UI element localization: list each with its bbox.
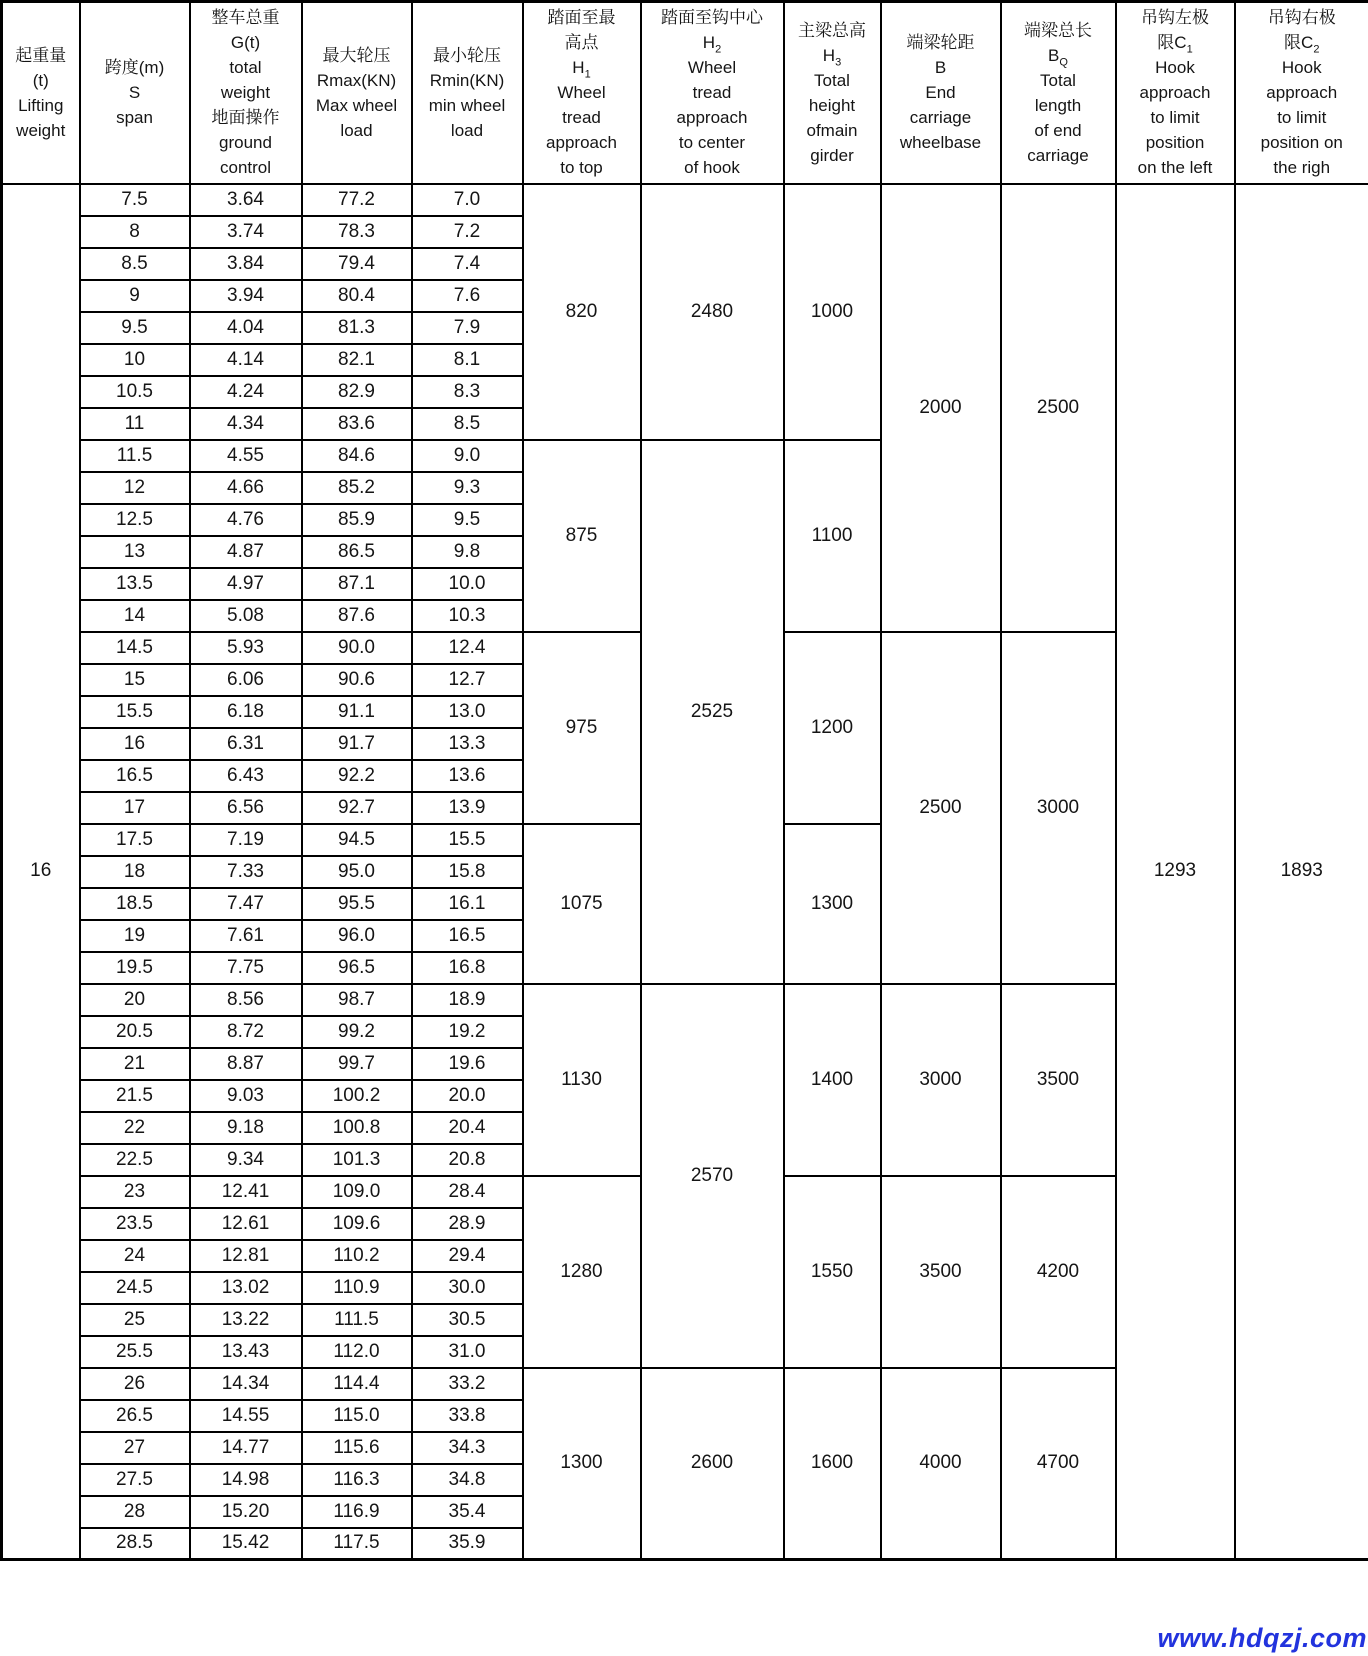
cell-total-weight: 4.14 [190,344,302,376]
column-header-total-weight: 整车总重 G(t) total weight 地面操作 ground control [190,2,302,184]
cell-h3-main-girder-height: 1550 [784,1176,881,1368]
cell-span: 19 [80,920,190,952]
cell-min-wheel-load: 7.2 [412,216,523,248]
cell-min-wheel-load: 12.4 [412,632,523,664]
column-header-b: 端梁轮距 B End carriage wheelbase [881,2,1001,184]
cell-end-carriage-wheelbase: 3000 [881,984,1001,1176]
cell-max-wheel-load: 112.0 [302,1336,412,1368]
cell-max-wheel-load: 100.8 [302,1112,412,1144]
column-header-h3: 主梁总高 $H_3$ Total height ofmain girder [784,2,881,184]
cell-min-wheel-load: 19.6 [412,1048,523,1080]
cell-total-weight: 13.22 [190,1304,302,1336]
cell-total-weight: 9.03 [190,1080,302,1112]
column-header-h1: 踏面至最 高点 $H_1$ Wheel tread approach to top [523,2,641,184]
cell-span: 22 [80,1112,190,1144]
cell-total-weight: 8.56 [190,984,302,1016]
cell-min-wheel-load: 13.6 [412,760,523,792]
cell-min-wheel-load: 16.1 [412,888,523,920]
cell-total-weight: 9.18 [190,1112,302,1144]
cell-min-wheel-load: 8.1 [412,344,523,376]
cell-span: 12 [80,472,190,504]
cell-span: 21 [80,1048,190,1080]
cell-max-wheel-load: 87.6 [302,600,412,632]
cell-span: 8 [80,216,190,248]
cell-max-wheel-load: 91.1 [302,696,412,728]
cell-min-wheel-load: 8.3 [412,376,523,408]
cell-span: 27 [80,1432,190,1464]
cell-min-wheel-load: 7.4 [412,248,523,280]
cell-end-carriage-wheelbase: 2500 [881,632,1001,984]
cell-min-wheel-load: 20.8 [412,1144,523,1176]
cell-total-weight: 3.64 [190,184,302,216]
cell-span: 24.5 [80,1272,190,1304]
cell-max-wheel-load: 83.6 [302,408,412,440]
cell-min-wheel-load: 20.0 [412,1080,523,1112]
cell-total-weight: 8.87 [190,1048,302,1080]
cell-min-wheel-load: 30.0 [412,1272,523,1304]
cell-max-wheel-load: 95.5 [302,888,412,920]
cell-min-wheel-load: 9.3 [412,472,523,504]
cell-total-weight: 3.84 [190,248,302,280]
cell-total-weight: 14.98 [190,1464,302,1496]
cell-max-wheel-load: 84.6 [302,440,412,472]
cell-min-wheel-load: 33.8 [412,1400,523,1432]
cell-max-wheel-load: 115.0 [302,1400,412,1432]
cell-max-wheel-load: 99.7 [302,1048,412,1080]
cell-max-wheel-load: 96.0 [302,920,412,952]
cell-total-weight: 14.77 [190,1432,302,1464]
cell-max-wheel-load: 101.3 [302,1144,412,1176]
cell-h1-tread-to-top: 1075 [523,824,641,984]
cell-total-weight: 3.94 [190,280,302,312]
cell-span: 20.5 [80,1016,190,1048]
cell-max-wheel-load: 94.5 [302,824,412,856]
cell-min-wheel-load: 9.8 [412,536,523,568]
cell-h3-main-girder-height: 1400 [784,984,881,1176]
cell-max-wheel-load: 96.5 [302,952,412,984]
cell-max-wheel-load: 116.3 [302,1464,412,1496]
cell-total-weight: 4.66 [190,472,302,504]
cell-total-weight: 12.41 [190,1176,302,1208]
cell-min-wheel-load: 35.4 [412,1496,523,1528]
column-header-lifting-weight: 起重量 (t) Lifting weight [2,2,80,184]
cell-total-weight: 5.08 [190,600,302,632]
cell-max-wheel-load: 98.7 [302,984,412,1016]
cell-h2-tread-to-hook-center: 2570 [641,984,784,1368]
cell-min-wheel-load: 7.6 [412,280,523,312]
cell-min-wheel-load: 15.5 [412,824,523,856]
cell-total-weight: 14.34 [190,1368,302,1400]
cell-max-wheel-load: 79.4 [302,248,412,280]
column-header-c2: 吊钩右极 限$C_2$ Hook approach to limit position on the righ [1235,2,1368,184]
cell-span: 11.5 [80,440,190,472]
cell-max-wheel-load: 80.4 [302,280,412,312]
cell-span: 15 [80,664,190,696]
column-header-h2: 踏面至钩中心 $H_2$ Wheel tread approach to center of hook [641,2,784,184]
cell-min-wheel-load: 16.8 [412,952,523,984]
cell-max-wheel-load: 91.7 [302,728,412,760]
cell-span: 20 [80,984,190,1016]
cell-span: 17 [80,792,190,824]
cell-total-weight: 12.61 [190,1208,302,1240]
cell-total-weight: 3.74 [190,216,302,248]
cell-lifting-weight: 16 [2,184,80,1560]
cell-span: 12.5 [80,504,190,536]
cell-max-wheel-load: 99.2 [302,1016,412,1048]
cell-total-weight: 4.76 [190,504,302,536]
column-header-max-wheel-load: 最大轮压 Rmax(KN) Max wheel load [302,2,412,184]
cell-max-wheel-load: 109.0 [302,1176,412,1208]
cell-total-weight: 7.47 [190,888,302,920]
cell-end-carriage-wheelbase: 4000 [881,1368,1001,1560]
cell-h3-main-girder-height: 1000 [784,184,881,440]
cell-total-weight: 4.87 [190,536,302,568]
cell-span: 14 [80,600,190,632]
cell-max-wheel-load: 111.5 [302,1304,412,1336]
cell-span: 17.5 [80,824,190,856]
cell-span: 10 [80,344,190,376]
cell-span: 10.5 [80,376,190,408]
cell-h1-tread-to-top: 1300 [523,1368,641,1560]
cell-max-wheel-load: 77.2 [302,184,412,216]
cell-min-wheel-load: 9.0 [412,440,523,472]
cell-span: 19.5 [80,952,190,984]
cell-h3-main-girder-height: 1300 [784,824,881,984]
cell-span: 28.5 [80,1528,190,1560]
cell-min-wheel-load: 31.0 [412,1336,523,1368]
cell-total-weight: 6.43 [190,760,302,792]
cell-end-carriage-length: 4200 [1001,1176,1116,1368]
cell-max-wheel-load: 110.9 [302,1272,412,1304]
cell-total-weight: 5.93 [190,632,302,664]
cell-span: 23 [80,1176,190,1208]
cell-min-wheel-load: 9.5 [412,504,523,536]
cell-max-wheel-load: 81.3 [302,312,412,344]
cell-total-weight: 9.34 [190,1144,302,1176]
cell-min-wheel-load: 33.2 [412,1368,523,1400]
cell-h1-tread-to-top: 1130 [523,984,641,1176]
cell-max-wheel-load: 85.2 [302,472,412,504]
cell-span: 18 [80,856,190,888]
cell-total-weight: 4.34 [190,408,302,440]
cell-min-wheel-load: 18.9 [412,984,523,1016]
cell-max-wheel-load: 117.5 [302,1528,412,1560]
cell-max-wheel-load: 115.6 [302,1432,412,1464]
cell-h1-tread-to-top: 1280 [523,1176,641,1368]
cell-total-weight: 15.20 [190,1496,302,1528]
cell-min-wheel-load: 19.2 [412,1016,523,1048]
cell-h1-tread-to-top: 820 [523,184,641,440]
cell-span: 25.5 [80,1336,190,1368]
cell-min-wheel-load: 15.8 [412,856,523,888]
cell-span: 26.5 [80,1400,190,1432]
cell-min-wheel-load: 7.0 [412,184,523,216]
cell-max-wheel-load: 87.1 [302,568,412,600]
cell-max-wheel-load: 82.9 [302,376,412,408]
cell-max-wheel-load: 85.9 [302,504,412,536]
cell-min-wheel-load: 29.4 [412,1240,523,1272]
cell-span: 14.5 [80,632,190,664]
cell-max-wheel-load: 114.4 [302,1368,412,1400]
cell-end-carriage-length: 4700 [1001,1368,1116,1560]
table-row [2,184,1368,216]
column-header-min-wheel-load: 最小轮压 Rmin(KN) min wheel load [412,2,523,184]
cell-max-wheel-load: 78.3 [302,216,412,248]
cell-span: 9 [80,280,190,312]
cell-span: 23.5 [80,1208,190,1240]
table-body [2,184,1368,1560]
cell-span: 7.5 [80,184,190,216]
cell-total-weight: 13.43 [190,1336,302,1368]
cell-min-wheel-load: 34.3 [412,1432,523,1464]
cell-h2-tread-to-hook-center: 2525 [641,440,784,984]
cell-span: 16 [80,728,190,760]
cell-h1-tread-to-top: 875 [523,440,641,632]
cell-max-wheel-load: 116.9 [302,1496,412,1528]
cell-total-weight: 4.24 [190,376,302,408]
column-header-bq: 端梁总长 $B_Q$ Total length of end carriage [1001,2,1116,184]
cell-total-weight: 7.19 [190,824,302,856]
cell-total-weight: 14.55 [190,1400,302,1432]
cell-span: 26 [80,1368,190,1400]
cell-span: 11 [80,408,190,440]
cell-total-weight: 7.33 [190,856,302,888]
cell-total-weight: 7.61 [190,920,302,952]
cell-hook-limit-right: 1893 [1235,184,1368,1560]
cell-end-carriage-length: 3000 [1001,632,1116,984]
cell-span: 16.5 [80,760,190,792]
cell-min-wheel-load: 13.0 [412,696,523,728]
cell-total-weight: 13.02 [190,1272,302,1304]
site-watermark: www.hdqzj.com [1157,1623,1367,1653]
cell-max-wheel-load: 109.6 [302,1208,412,1240]
cell-min-wheel-load: 7.9 [412,312,523,344]
cell-min-wheel-load: 10.0 [412,568,523,600]
table-header [2,2,1368,184]
cell-min-wheel-load: 28.9 [412,1208,523,1240]
cell-total-weight: 6.18 [190,696,302,728]
cell-span: 13.5 [80,568,190,600]
cell-min-wheel-load: 35.9 [412,1528,523,1560]
cell-total-weight: 6.31 [190,728,302,760]
cell-total-weight: 8.72 [190,1016,302,1048]
cell-span: 22.5 [80,1144,190,1176]
cell-max-wheel-load: 95.0 [302,856,412,888]
cell-end-carriage-length: 3500 [1001,984,1116,1176]
cell-max-wheel-load: 90.0 [302,632,412,664]
cell-total-weight: 12.81 [190,1240,302,1272]
cell-span: 8.5 [80,248,190,280]
cell-end-carriage-length: 2500 [1001,184,1116,632]
cell-span: 9.5 [80,312,190,344]
cell-max-wheel-load: 90.6 [302,664,412,696]
cell-h1-tread-to-top: 975 [523,632,641,824]
cell-min-wheel-load: 10.3 [412,600,523,632]
cell-min-wheel-load: 34.8 [412,1464,523,1496]
cell-total-weight: 6.06 [190,664,302,696]
cell-max-wheel-load: 92.2 [302,760,412,792]
cell-h3-main-girder-height: 1600 [784,1368,881,1560]
cell-total-weight: 4.55 [190,440,302,472]
cell-min-wheel-load: 20.4 [412,1112,523,1144]
cell-min-wheel-load: 12.7 [412,664,523,696]
cell-hook-limit-left: 1293 [1116,184,1235,1560]
cell-h3-main-girder-height: 1200 [784,632,881,824]
cell-min-wheel-load: 30.5 [412,1304,523,1336]
cell-max-wheel-load: 92.7 [302,792,412,824]
cell-max-wheel-load: 86.5 [302,536,412,568]
cell-min-wheel-load: 16.5 [412,920,523,952]
cell-h3-main-girder-height: 1100 [784,440,881,632]
cell-total-weight: 4.04 [190,312,302,344]
cell-h2-tread-to-hook-center: 2480 [641,184,784,440]
cell-span: 21.5 [80,1080,190,1112]
cell-span: 15.5 [80,696,190,728]
header-row [2,2,1368,184]
cell-h2-tread-to-hook-center: 2600 [641,1368,784,1560]
cell-total-weight: 7.75 [190,952,302,984]
cell-span: 24 [80,1240,190,1272]
cell-max-wheel-load: 110.2 [302,1240,412,1272]
cell-min-wheel-load: 8.5 [412,408,523,440]
cell-total-weight: 6.56 [190,792,302,824]
cell-span: 28 [80,1496,190,1528]
cell-total-weight: 15.42 [190,1528,302,1560]
cell-end-carriage-wheelbase: 3500 [881,1176,1001,1368]
column-header-span: 跨度(m) S span [80,2,190,184]
cell-total-weight: 4.97 [190,568,302,600]
cell-span: 13 [80,536,190,568]
cell-span: 18.5 [80,888,190,920]
cell-end-carriage-wheelbase: 2000 [881,184,1001,632]
cell-span: 27.5 [80,1464,190,1496]
cell-min-wheel-load: 13.3 [412,728,523,760]
cell-min-wheel-load: 28.4 [412,1176,523,1208]
cell-max-wheel-load: 100.2 [302,1080,412,1112]
cell-span: 25 [80,1304,190,1336]
cell-max-wheel-load: 82.1 [302,344,412,376]
column-header-c1: 吊钩左极 限$C_1$ Hook approach to limit position on the left [1116,2,1235,184]
cell-min-wheel-load: 13.9 [412,792,523,824]
